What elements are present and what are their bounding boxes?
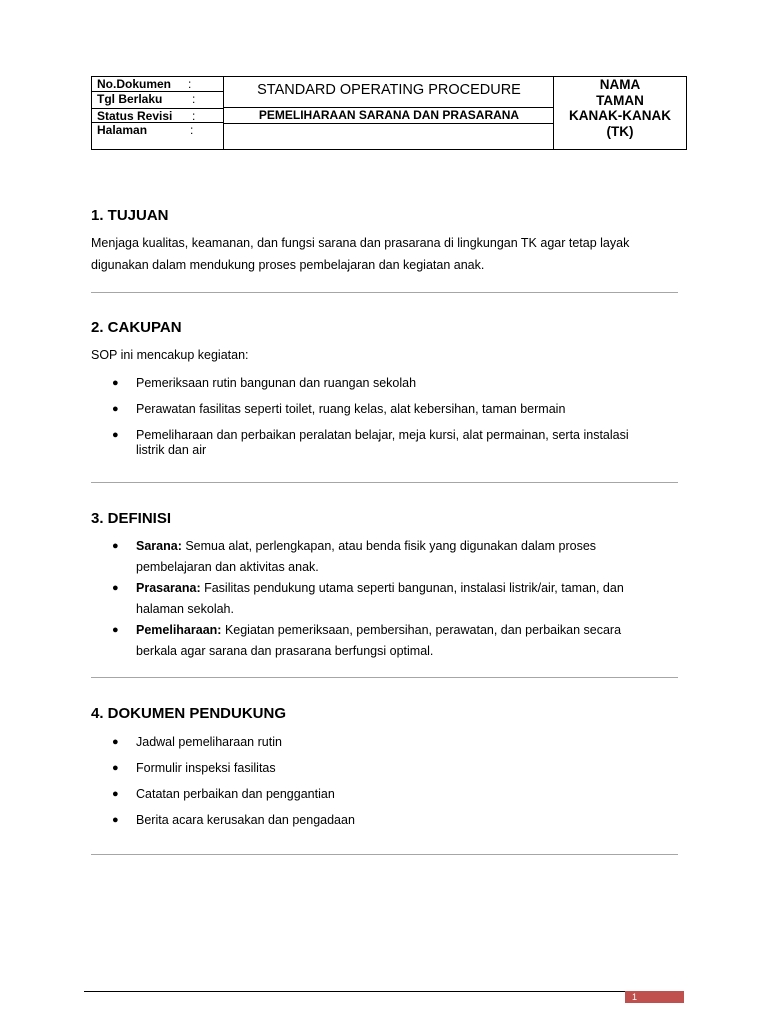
definition-term: Sarana: [136,539,182,553]
definition-item: ● Prasarana: Fasilitas pendukung utama seperti bangunan, instalasi listrik/air, taman, dan halaman sekolah. [110,578,655,620]
page-number: 1 [625,991,684,1003]
tujuan-text: Menjaga kualitas, keamanan, dan fungsi sarana dan prasarana di lingkungan TK agar tetap layak digunakan dalam mendukung proses pembelajaran dan kegiatan anak. [91,236,630,272]
cakupan-intro: SOP ini mencakup kegiatan: [91,348,249,362]
meta-status-revisi: Status Revisi : [92,108,223,123]
meta-no-dokumen: No.Dokumen : [92,77,223,92]
section-divider [91,292,678,293]
bullet-icon: ● [112,624,119,636]
section-divider [91,677,678,678]
bullet-icon: ● [112,582,119,594]
cakupan-list [110,376,640,469]
list-item: ● Pemeliharaan dan perbaikan peralatan belajar, meja kursi, alat permainan, serta instalasi listrik dan air [112,428,629,457]
bullet-icon: ● [112,403,119,415]
definition-item: ● Pemeliharaan: Kegiatan pemeriksaan, pembersihan, perawatan, dan perbaikan secara berkala agar sarana dan prasarana berfungsi optimal. [110,620,655,662]
list-item: ● Jadwal pemeliharaan rutin [112,735,282,749]
meta-tgl-berlaku: Tgl Berlaku : [97,92,196,106]
bullet-icon: ● [112,762,119,774]
school-name: NAMA TAMAN KANAK-KANAK (TK) [569,77,671,139]
list-item: ● Formulir inspeksi fasilitas [112,761,276,775]
definisi-list [110,536,655,662]
dokumen-list [110,735,670,839]
list-item: ● Pemeriksaan rutin bangunan dan ruangan sekolah [112,376,417,390]
bullet-icon: ● [112,814,119,826]
list-item: ● Perawatan fasilitas seperti toilet, ruang kelas, alat kebersihan, taman bermain [112,402,566,416]
list-item: ● Catatan perbaikan dan penggantian [112,787,335,801]
school-name-cell [554,77,686,149]
definition-item: ● Sarana: Semua alat, perlengkapan, atau benda fisik yang digunakan dalam proses pembelajaran dan aktivitas anak. [110,536,655,578]
section-title-definisi: 3. DEFINISI [91,510,172,527]
section-divider [91,854,678,855]
document-header-table [91,76,687,150]
divider [224,123,554,124]
definition-term: Prasarana: [136,581,201,595]
meta-halaman: Halaman : [97,123,194,137]
document-subtitle: PEMELIHARAAN SARANA DAN PRASARANA [258,108,520,122]
bullet-icon: ● [112,736,119,748]
document-title: STANDARD OPERATING PROCEDURE [257,82,521,98]
bullet-icon: ● [112,377,119,389]
list-item: ● Berita acara kerusakan dan pengadaan [112,813,355,827]
section-divider [91,482,678,483]
section-title-cakupan: 2. CAKUPAN [91,319,182,336]
document-title-cell [224,77,554,149]
bullet-icon: ● [112,540,119,552]
bullet-icon: ● [112,788,119,800]
bullet-icon: ● [112,429,119,441]
section-title-dokumen: 4. DOKUMEN PENDUKUNG [91,705,287,722]
definition-term: Pemeliharaan: [136,623,222,637]
section-title-tujuan: 1. TUJUAN [91,207,169,224]
document-meta [92,77,224,149]
footer-rule [84,991,684,992]
